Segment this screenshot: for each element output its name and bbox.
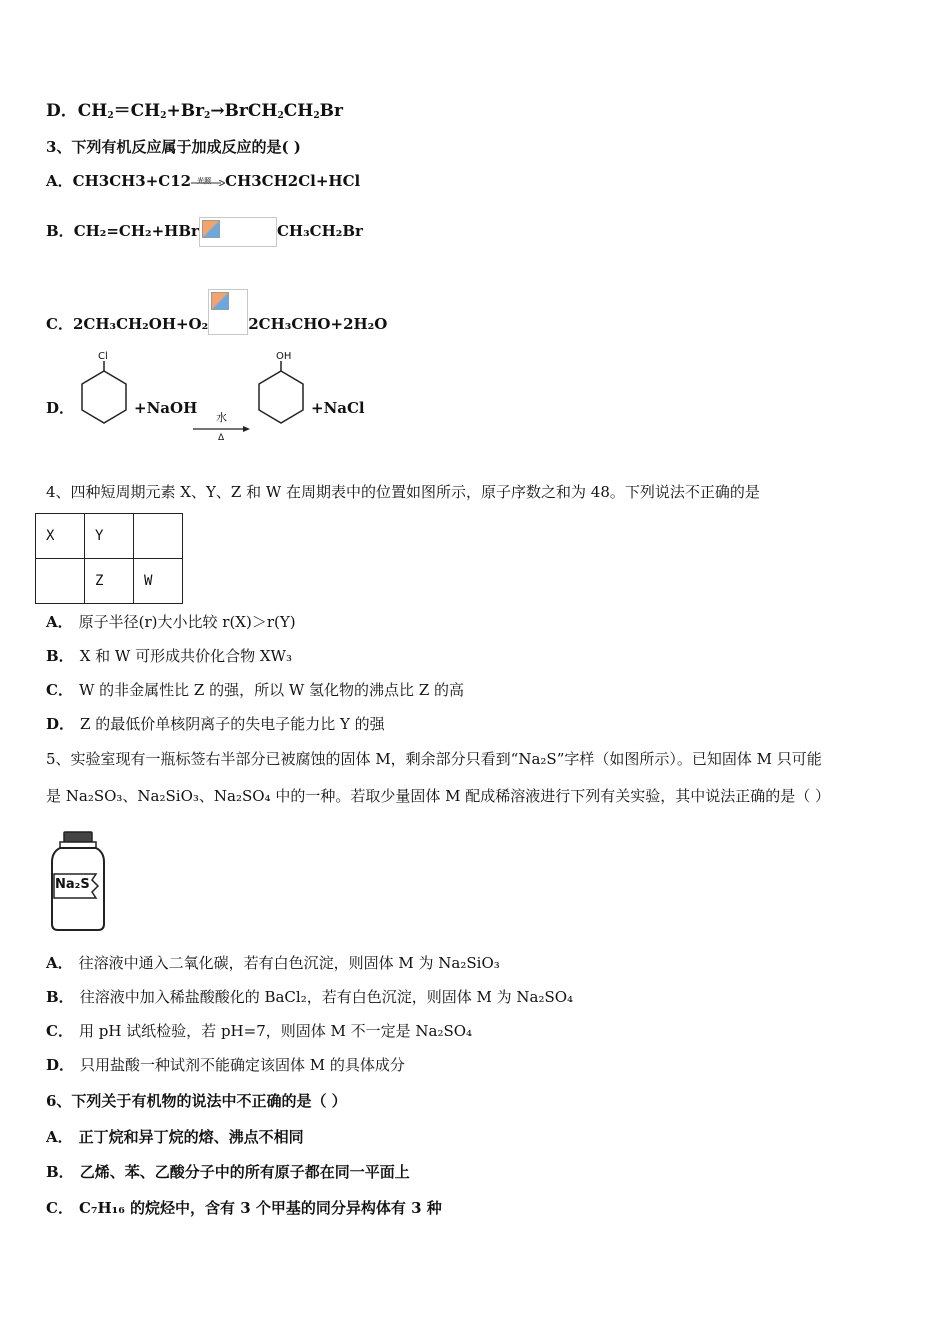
q4-option-a: A． 原子半径(r)大小比较 r(X)＞r(Y): [46, 613, 296, 631]
q6-option-a: A． 正丁烷和异丁烷的熔、沸点不相同: [46, 1128, 304, 1146]
q6-stem: 6、下列关于有机物的说法中不正确的是（ ）: [46, 1092, 347, 1110]
q3a-rhs: CH3CH2Cl+HCl: [225, 172, 361, 190]
periodic-table-fragment: [35, 513, 183, 604]
q3a-lhs: CH3CH3+C12: [72, 172, 192, 190]
q3-option-a: A．CH3CH3+C12 光照 CH3CH2Cl+HCl: [46, 172, 361, 190]
broken-image-icon: [199, 217, 277, 247]
grid-cell: [36, 559, 85, 604]
reagent-bottle-icon: [46, 830, 110, 934]
broken-image-icon: [208, 289, 248, 335]
q6-option-b: B． 乙烯、苯、乙酸分子中的所有原子都在同一平面上: [46, 1163, 410, 1181]
q5-option-a: A． 往溶液中通入二氧化碳，若有白色沉淀，则固体 M 为 Na₂SiO₃: [46, 954, 500, 972]
reaction-arrow-icon: [193, 425, 251, 433]
grid-cell: Y: [85, 514, 134, 559]
q2-option-d: D．$CH_2=CH_2+Br_2\to BrCH_2CH_2Br$: [46, 101, 343, 121]
q4-option-c: C． W 的非金属性比 Z 的强，所以 W 氢化物的沸点比 Z 的高: [46, 681, 465, 699]
q5-stem-line2: 是 Na₂SO₃、Na₂SiO₃、Na₂SO₄ 中的一种。若取少量固体 M 配成稀溶液进行下列有关实验，其中说法正确的是（ ）: [46, 787, 831, 805]
q3-option-d: D． Cl +NaOH 水 Δ OH +NaCl: [0, 345, 950, 445]
grid-cell: X: [36, 514, 85, 559]
q5-stem-line1: 5、实验室现有一瓶标签右半部分已被腐蚀的固体 M，剩余部分只看到“Na₂S”字样（如图所示）。已知固体 M 只可能: [46, 750, 822, 768]
q3-option-c: C．2CH₃CH₂OH+O₂ 2CH₃CHO+2H₂O: [46, 289, 387, 335]
q3-option-b: B．CH₂=CH₂+HBr CH₃CH₂Br: [46, 217, 363, 247]
q4-option-b: B． X 和 W 可形成共价化合物 XW₃: [46, 647, 292, 665]
bottle-label: Na₂S: [55, 877, 90, 892]
q5-option-c: C． 用 pH 试纸检验，若 pH=7，则固体 M 不一定是 Na₂SO₄: [46, 1022, 473, 1040]
grid-cell: Z: [85, 559, 134, 604]
grid-cell: [134, 514, 183, 559]
q3-stem: 3、下列有机反应属于加成反应的是( ): [46, 138, 301, 156]
q4-option-d: D． Z 的最低价单核阴离子的失电子能力比 Y 的强: [46, 715, 385, 733]
reaction-arrow-icon: 光照: [191, 175, 225, 189]
q5-option-d: D． 只用盐酸一种试剂不能确定该固体 M 的具体成分: [46, 1056, 405, 1074]
q5-option-b: B． 往溶液中加入稀盐酸酸化的 BaCl₂，若有白色沉淀，则固体 M 为 Na₂SO₄: [46, 988, 574, 1006]
q6-option-c: C． C₇H₁₆ 的烷烃中，含有 3 个甲基的同分异构体有 3 种: [46, 1199, 442, 1217]
q4-stem: 4、四种短周期元素 X、Y、Z 和 W 在周期表中的位置如图所示，原子序数之和为 48。下列说法不正确的是: [46, 483, 760, 501]
grid-cell: W: [134, 559, 183, 604]
